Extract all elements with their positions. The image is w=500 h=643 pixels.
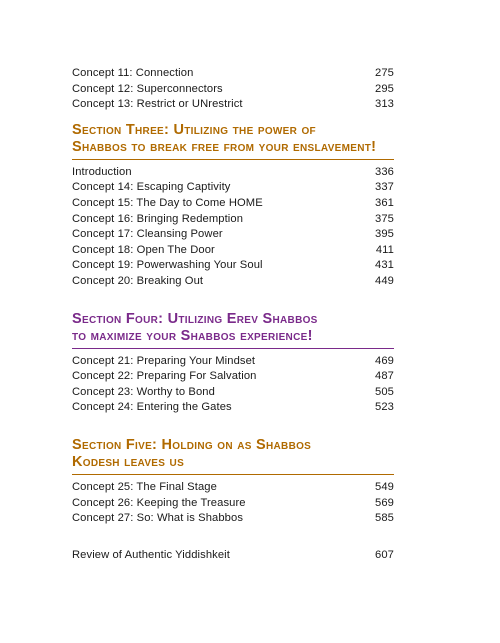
entry-title: Concept 25: The Final Stage xyxy=(72,480,217,493)
entry-page: 607 xyxy=(375,548,394,561)
entry-title: Concept 11: Connection xyxy=(72,67,194,79)
entry-title: Review of Authentic Yiddishkeit xyxy=(72,548,230,561)
entry-title: Concept 13: Restrict or UNrestrict xyxy=(72,98,243,111)
entry-page: 569 xyxy=(375,496,394,509)
toc-entry[interactable] xyxy=(72,385,394,401)
entry-page: 487 xyxy=(375,370,394,383)
entry-page: 275 xyxy=(375,67,394,79)
toc-entry[interactable] xyxy=(72,227,394,243)
toc-entry[interactable] xyxy=(72,66,394,82)
toc-entry[interactable] xyxy=(72,496,394,512)
entry-title: Concept 15: The Day to Come HOME xyxy=(72,196,263,209)
entry-page: 336 xyxy=(375,165,394,178)
entry-page: 395 xyxy=(375,228,394,241)
toc-entry[interactable] xyxy=(72,196,394,212)
section-three-title-line1: Section Three: Utilizing the power of xyxy=(72,121,316,138)
section-four-divider xyxy=(72,348,394,349)
entry-page: 337 xyxy=(375,181,394,194)
toc-entry[interactable] xyxy=(72,97,394,113)
entry-title: Concept 17: Cleansing Power xyxy=(72,228,223,241)
entry-page: 411 xyxy=(375,243,394,256)
entry-title: Concept 12: Superconnectors xyxy=(72,82,223,95)
entry-page: 361 xyxy=(375,196,394,209)
toc-entry[interactable] xyxy=(72,400,394,416)
entry-page: 449 xyxy=(375,274,394,287)
entry-page: 469 xyxy=(375,354,394,367)
section-four-title-line1: Section Four: Utilizing Erev Shabbos xyxy=(72,310,318,327)
section-five-divider xyxy=(72,474,394,475)
spacer xyxy=(72,527,394,548)
toc-entry[interactable] xyxy=(72,243,394,259)
entry-title: Concept 27: So: What is Shabbos xyxy=(72,512,244,525)
section-five-title-line2: Kodesh leaves us xyxy=(72,453,185,470)
section-three-entries xyxy=(72,165,394,290)
toc-entry[interactable] xyxy=(72,354,394,370)
entry-page: 431 xyxy=(375,259,394,272)
toc-entry-review[interactable] xyxy=(72,548,394,564)
section-four-heading xyxy=(72,311,394,349)
section-three-divider xyxy=(72,159,394,160)
entry-page: 523 xyxy=(375,401,394,414)
section-four-entries xyxy=(72,354,394,416)
table-of-contents xyxy=(72,66,394,563)
toc-entry[interactable] xyxy=(72,480,394,496)
section-three-heading xyxy=(72,122,394,160)
entry-title: Concept 20: Breaking Out xyxy=(72,274,204,287)
entry-title: Concept 26: Keeping the Treasure xyxy=(72,496,246,509)
entry-page: 585 xyxy=(375,512,394,525)
entry-title: Introduction xyxy=(72,165,132,178)
entry-page: 313 xyxy=(375,98,394,111)
entry-title: Concept 18: Open The Door xyxy=(72,243,215,256)
entry-page: 505 xyxy=(375,385,394,398)
entry-title: Concept 19: Powerwashing Your Soul xyxy=(72,259,263,272)
toc-entry[interactable] xyxy=(72,258,394,274)
toc-entry[interactable] xyxy=(72,212,394,228)
toc-entry[interactable] xyxy=(72,180,394,196)
entry-page: 375 xyxy=(375,212,394,225)
section-five-entries xyxy=(72,480,394,527)
toc-entry[interactable] xyxy=(72,165,394,181)
entry-title: Concept 22: Preparing For Salvation xyxy=(72,370,257,383)
top-entries xyxy=(72,66,394,113)
toc-entry[interactable] xyxy=(72,274,394,290)
section-five-heading xyxy=(72,437,394,475)
toc-entry[interactable] xyxy=(72,369,394,385)
entry-title: Concept 21: Preparing Your Mindset xyxy=(72,354,256,367)
toc-entry[interactable] xyxy=(72,511,394,527)
entry-page: 295 xyxy=(375,82,394,95)
entry-title: Concept 24: Entering the Gates xyxy=(72,401,232,414)
section-three-title-line2: Shabbos to break free from your enslavement! xyxy=(72,138,377,155)
entry-page: 549 xyxy=(375,480,394,493)
entry-title: Concept 14: Escaping Captivity xyxy=(72,181,231,194)
section-four-title-line2: to maximize your Shabbos experience! xyxy=(72,327,313,344)
section-five-title-line1: Section Five: Holding on as Shabbos xyxy=(72,436,312,453)
entry-title: Concept 16: Bringing Redemption xyxy=(72,212,244,225)
toc-entry[interactable] xyxy=(72,82,394,98)
entry-title: Concept 23: Worthy to Bond xyxy=(72,385,215,398)
